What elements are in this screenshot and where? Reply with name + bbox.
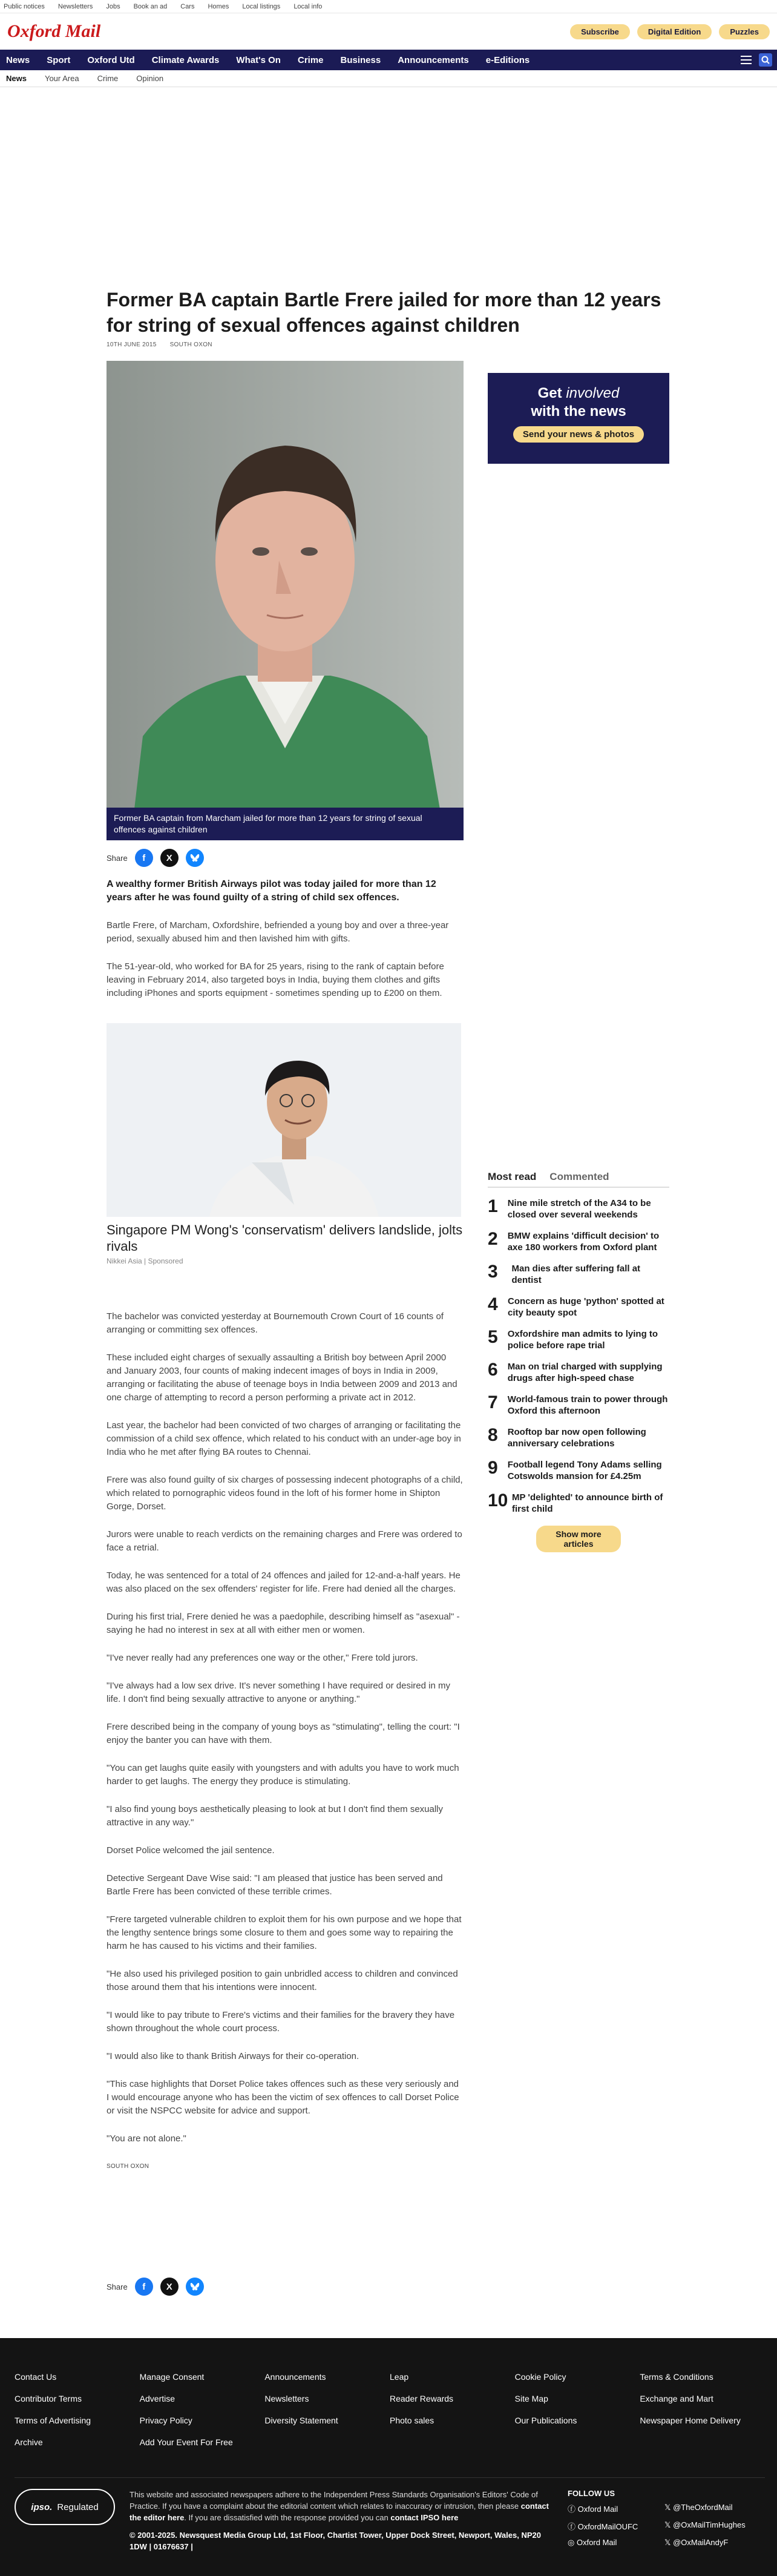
bluesky-icon[interactable] (186, 2278, 204, 2296)
instagram-link[interactable]: ◎ Oxford Mail (568, 2538, 617, 2547)
article-author[interactable]: SOUTH OXON (169, 341, 212, 348)
topstrip-link-local-listings[interactable]: Local listings (242, 2, 281, 10)
contact-ipso-link[interactable]: contact IPSO here (390, 2513, 459, 2522)
article-meta (107, 341, 212, 348)
article-paragraph: Frere was also found guilty of six charges of possessing indecent photographs of a child, which related to pornographic videos found in the loft of his former home in Shipton Gorge, Dorset. (107, 1475, 463, 1512)
show-more-articles-button[interactable]: Show more articles (536, 1526, 621, 1552)
topstrip-link-newsletters[interactable]: Newsletters (57, 2, 93, 10)
list-item[interactable]: 7 World-famous train to power through Oxford this afternoon (488, 1392, 668, 1416)
article-paragraph: "I also find young boys aesthetically pleasing to look at but I don't find them sexually attractive in any way." (107, 1804, 444, 1828)
share-label: Share (107, 853, 128, 863)
hero-image[interactable] (107, 361, 464, 840)
sponsored-card[interactable] (107, 1023, 464, 1265)
list-item[interactable]: 3 Man dies after suffering fall at dentist (488, 1262, 641, 1285)
article-paragraph: "I would like to pay tribute to Frere's victims and their families for the bravery they have shown throughout the whole court process. (107, 2010, 455, 2034)
article-paragraph: "I've never really had any preferences one way or the other," Frere told jurors. (107, 1653, 418, 1663)
topstrip-link-local-info[interactable]: Local info (293, 2, 323, 10)
share-bar-top (107, 849, 204, 867)
nav-item-whats-on[interactable]: What's On (236, 54, 281, 65)
hero-image-caption: Former BA captain from Marcham jailed for more than 12 years for string of sexual offences against children (107, 808, 464, 840)
copyright: © 2001-2025. Newsquest Media Group Ltd, 1st Floor, Chartist Tower, Upper Dock Street, Newport, Wales, NP20 1DW | 01676637 | (130, 2531, 541, 2551)
footer-link[interactable]: Site Map (514, 2394, 548, 2403)
article-paragraph: The bachelor was convicted yesterday at Bournemouth Crown Court of 16 counts of arranging or committing sex offences. (107, 1311, 444, 1335)
article-paragraph: Bartle Frere, of Marcham, Oxfordshire, befriended a young boy and over a three-year period, sexually abused him and then lavished him with gifts. (107, 920, 449, 944)
nav-item-announcements[interactable]: Announcements (398, 54, 469, 65)
nav-item-news[interactable]: News (6, 54, 30, 65)
list-item[interactable]: 6 Man on trial charged with supplying drugs after high-speed chase (488, 1360, 663, 1383)
article-paragraph: Last year, the bachelor had been convicted of two charges of arranging or facilitating the commission of a child sex offence, which related to his conduct with an under-age boy in India who he met after flying BA routes to Chennai. (107, 1420, 461, 1457)
nav-item-e-editions[interactable]: e-Editions (485, 54, 530, 65)
search-icon[interactable] (759, 53, 772, 67)
footer-link[interactable]: Archive (15, 2437, 43, 2447)
digital-edition-button[interactable]: Digital Edition (637, 24, 712, 39)
subnav-item-crime[interactable]: Crime (97, 74, 119, 83)
subscribe-button[interactable]: Subscribe (570, 24, 630, 39)
list-item[interactable]: 5 Oxfordshire man admits to lying to police before rape trial (488, 1327, 658, 1351)
article-paragraph: "He also used his privileged position to gain unbridled access to children and convinced those around them that his intentions were innocent. (107, 1969, 458, 1992)
footer-link[interactable]: Terms & Conditions (640, 2372, 713, 2382)
article-paragraph: Jurors were unable to reach verdicts on the remaining charges and Frere was ordered to face a retrial. (107, 1529, 462, 1553)
topstrip-link-public-notices[interactable]: Public notices (4, 2, 45, 10)
footer-link[interactable]: Contact Us (15, 2372, 57, 2382)
article-paragraph: "Frere targeted vulnerable children to exploit them for his own purpose and we hope that the lengthy sentence brings some closure to them and goes some way to repairing the harm he has caused to his victims and their families. (107, 1914, 462, 1951)
article-paragraph: "I would also like to thank British Airways for their co-operation. (107, 2051, 359, 2061)
footer-link[interactable]: Privacy Policy (139, 2416, 192, 2425)
topstrip-link-book-an-ad[interactable]: Book an ad (133, 2, 168, 10)
site-logo[interactable]: Oxford Mail (7, 21, 101, 41)
puzzles-button[interactable]: Puzzles (719, 24, 770, 39)
subnav-item-opinion[interactable]: Opinion (136, 74, 164, 83)
get-involved-subheading: with the news (531, 403, 626, 420)
facebook-icon[interactable]: f (135, 849, 153, 867)
sponsored-title[interactable]: Singapore PM Wong's 'conservatism' delivers landslide, jolts rivals (107, 1222, 463, 1254)
article-paragraph: "I've always had a low sex drive. It's never something I have required or desired in my life. I don't find being sexually attractive to anyone or anything." (107, 1681, 450, 1704)
subnav-item-news[interactable]: News (6, 74, 27, 83)
article-paragraph: The 51-year-old, who worked for BA for 25 years, rising to the rank of captain before leaving in February 2014, also targeted boys in India, buying them clothes and gifts including iPhones and sports equipment - sometimes spending up to £200 on them. (107, 961, 444, 998)
ad-space (0, 87, 777, 282)
top-utility-strip (0, 0, 777, 13)
article-paragraph: "You can get laughs quite easily with youngsters and with adults you have to work much harder to get laughs. The energy they produce is stimulating. (107, 1763, 459, 1787)
topstrip-link-homes[interactable]: Homes (208, 2, 229, 10)
topstrip-link-cars[interactable]: Cars (180, 2, 195, 10)
most-read-widget (488, 1171, 669, 1552)
article-paragraph: These included eight charges of sexually assaulting a British boy between April 2000 and January 2003, four counts of making indecent images of boys in India in 2009, arranging or facilitating the abuse of teenage boys in India between 2009 and 2013 and one charge of attempting to record a person performing a private act in 2012. (107, 1352, 457, 1403)
share-label: Share (107, 2282, 128, 2291)
subnav-item-your-area[interactable]: Your Area (44, 74, 79, 83)
footer-link[interactable]: Leap (390, 2372, 409, 2382)
topstrip-link-jobs[interactable]: Jobs (106, 2, 120, 10)
share-bar-bottom (107, 2278, 204, 2296)
follow-us: FOLLOW US ⓕ Oxford Mail 𝕏 @TheOxfordMail ⓕ OxfordMailOUFC 𝕏 @OxMailTimHughes ◎ Oxford Mail 𝕏 @OxMailAndyF (568, 2489, 761, 2552)
nav-item-sport[interactable]: Sport (47, 54, 71, 65)
masthead (0, 13, 777, 50)
article-headline: Former BA captain Bartle Frere jailed for more than 12 years for string of sexual offences against children (107, 289, 661, 336)
sponsored-source: Nikkei Asia | Sponsored (107, 1257, 183, 1265)
site-footer (0, 2338, 777, 2576)
footer-link[interactable]: Diversity Statement (264, 2416, 338, 2425)
nav-item-crime[interactable]: Crime (297, 54, 324, 65)
footer-link[interactable]: Newspaper Home Delivery (640, 2416, 741, 2425)
x-icon[interactable]: X (160, 849, 179, 867)
list-item[interactable]: 9 Football legend Tony Adams selling Cotswolds mansion for £4.25m (488, 1458, 662, 1481)
sub-nav (0, 70, 777, 87)
list-item[interactable]: 4 Concern as huge 'python' spotted at city beauty spot (488, 1294, 664, 1318)
bluesky-icon[interactable] (186, 849, 204, 867)
footer-link[interactable]: Announcements (264, 2372, 326, 2382)
footer-link[interactable]: Reader Rewards (390, 2394, 454, 2403)
article-lead: A wealthy former British Airways pilot was today jailed for more than 12 years after he was found guilty of a string of child sex offences. (107, 879, 436, 903)
footer-link[interactable]: Contributor Terms (15, 2394, 82, 2403)
x-link[interactable]: 𝕏 @TheOxfordMail (664, 2503, 733, 2512)
footer-link[interactable]: Newsletters (264, 2394, 309, 2403)
list-item[interactable]: 1 Nine mile stretch of the A34 to be closed over several weekends (488, 1196, 651, 1220)
x-link[interactable]: 𝕏 @OxMailTimHughes (664, 2520, 746, 2529)
tab-most-read[interactable]: Most read (488, 1171, 537, 1182)
article-paragraph: Frere described being in the company of young boys as "stimulating", telling the court: "I enjoy the banter you can have with them. (107, 1722, 460, 1745)
footer-link[interactable]: Exchange and Mart (640, 2394, 713, 2403)
article-paragraph: During his first trial, Frere denied he was a paedophile, describing himself as "asexual" - saying he had no interest in sex at all with either men or women. (107, 1612, 460, 1635)
ipso-regulated-badge[interactable]: ipso. Regulated (15, 2489, 115, 2525)
list-item[interactable]: 10 MP 'delighted' to announce birth of first child (488, 1491, 663, 1514)
x-link[interactable]: 𝕏 @OxMailAndyF (664, 2538, 729, 2547)
nav-item-climate-awards[interactable]: Climate Awards (151, 54, 220, 65)
footer-link[interactable]: Add Your Event For Free (139, 2437, 233, 2447)
article-author-bottom[interactable]: SOUTH OXON (107, 2163, 149, 2170)
article-paragraph: Today, he was sentenced for a total of 24 offences and jailed for 12-and-a-half years. He was also placed on the sex offenders' register for life. Frere had denied all the charges. (107, 1570, 461, 1594)
nav-item-business[interactable]: Business (340, 54, 381, 65)
x-icon[interactable]: X (160, 2278, 179, 2296)
list-item[interactable]: 8 Rooftop bar now open following anniversary celebrations (488, 1425, 646, 1449)
send-news-button[interactable]: Send your news & photos (513, 426, 644, 443)
tab-commented[interactable]: Commented (549, 1171, 609, 1182)
article-paragraph: Detective Sergeant Dave Wise said: "I am pleased that justice has been served and Bartle Frere has been convicted of these terrible crimes. (107, 1873, 443, 1897)
contact-editor-link[interactable]: contact the editor here (130, 2502, 549, 2522)
footer-link[interactable]: Our Publications (514, 2416, 577, 2425)
footer-link[interactable]: Advertise (139, 2394, 175, 2403)
facebook-link[interactable]: ⓕ OxfordMailOUFC (568, 2522, 638, 2531)
footer-legal-text: This website and associated newspapers adhere to the Independent Press Standards Organisation's Editors' Code of Practice. If you have a complaint about the editorial content which relates to inaccuracy or intrusion, then please contact the editor here. If you are dissatisfied with the response provided you can contact IPSO here © 2001-2025. Newsquest Media Group Ltd, 1st Floor, Chartist Tower, Upper Dock Street, Newport, Wales, NP20 1DW | 01676637 | (130, 2489, 553, 2552)
article-paragraph: "You are not alone." (107, 2133, 186, 2144)
nav-item-oxford-utd[interactable]: Oxford Utd (87, 54, 135, 65)
article-date: 10TH JUNE 2015 (107, 341, 157, 348)
article-paragraph: Dorset Police welcomed the jail sentence. (107, 1845, 275, 1856)
footer-link[interactable]: Photo sales (390, 2416, 434, 2425)
footer-link[interactable]: Manage Consent (139, 2372, 205, 2382)
facebook-link[interactable]: ⓕ Oxford Mail (568, 2505, 618, 2514)
footer-link[interactable]: Cookie Policy (514, 2372, 566, 2382)
article-paragraph: "This case highlights that Dorset Police takes offences such as these very seriously and I would encourage anyone who has been the victim of sex offences to call Dorset Police or visit the NSPCC website for advice and support. (107, 2079, 459, 2116)
main-nav (0, 50, 777, 70)
get-involved-heading: Get involved (537, 385, 620, 401)
list-item[interactable]: 2 BMW explains 'difficult decision' to axe 180 workers from Oxford plant (488, 1229, 660, 1253)
sponsored-image[interactable] (107, 1023, 461, 1217)
facebook-icon[interactable]: f (135, 2278, 153, 2296)
footer-link[interactable]: Terms of Advertising (15, 2416, 91, 2425)
get-involved-promo[interactable] (488, 373, 669, 464)
menu-icon[interactable] (739, 53, 753, 67)
